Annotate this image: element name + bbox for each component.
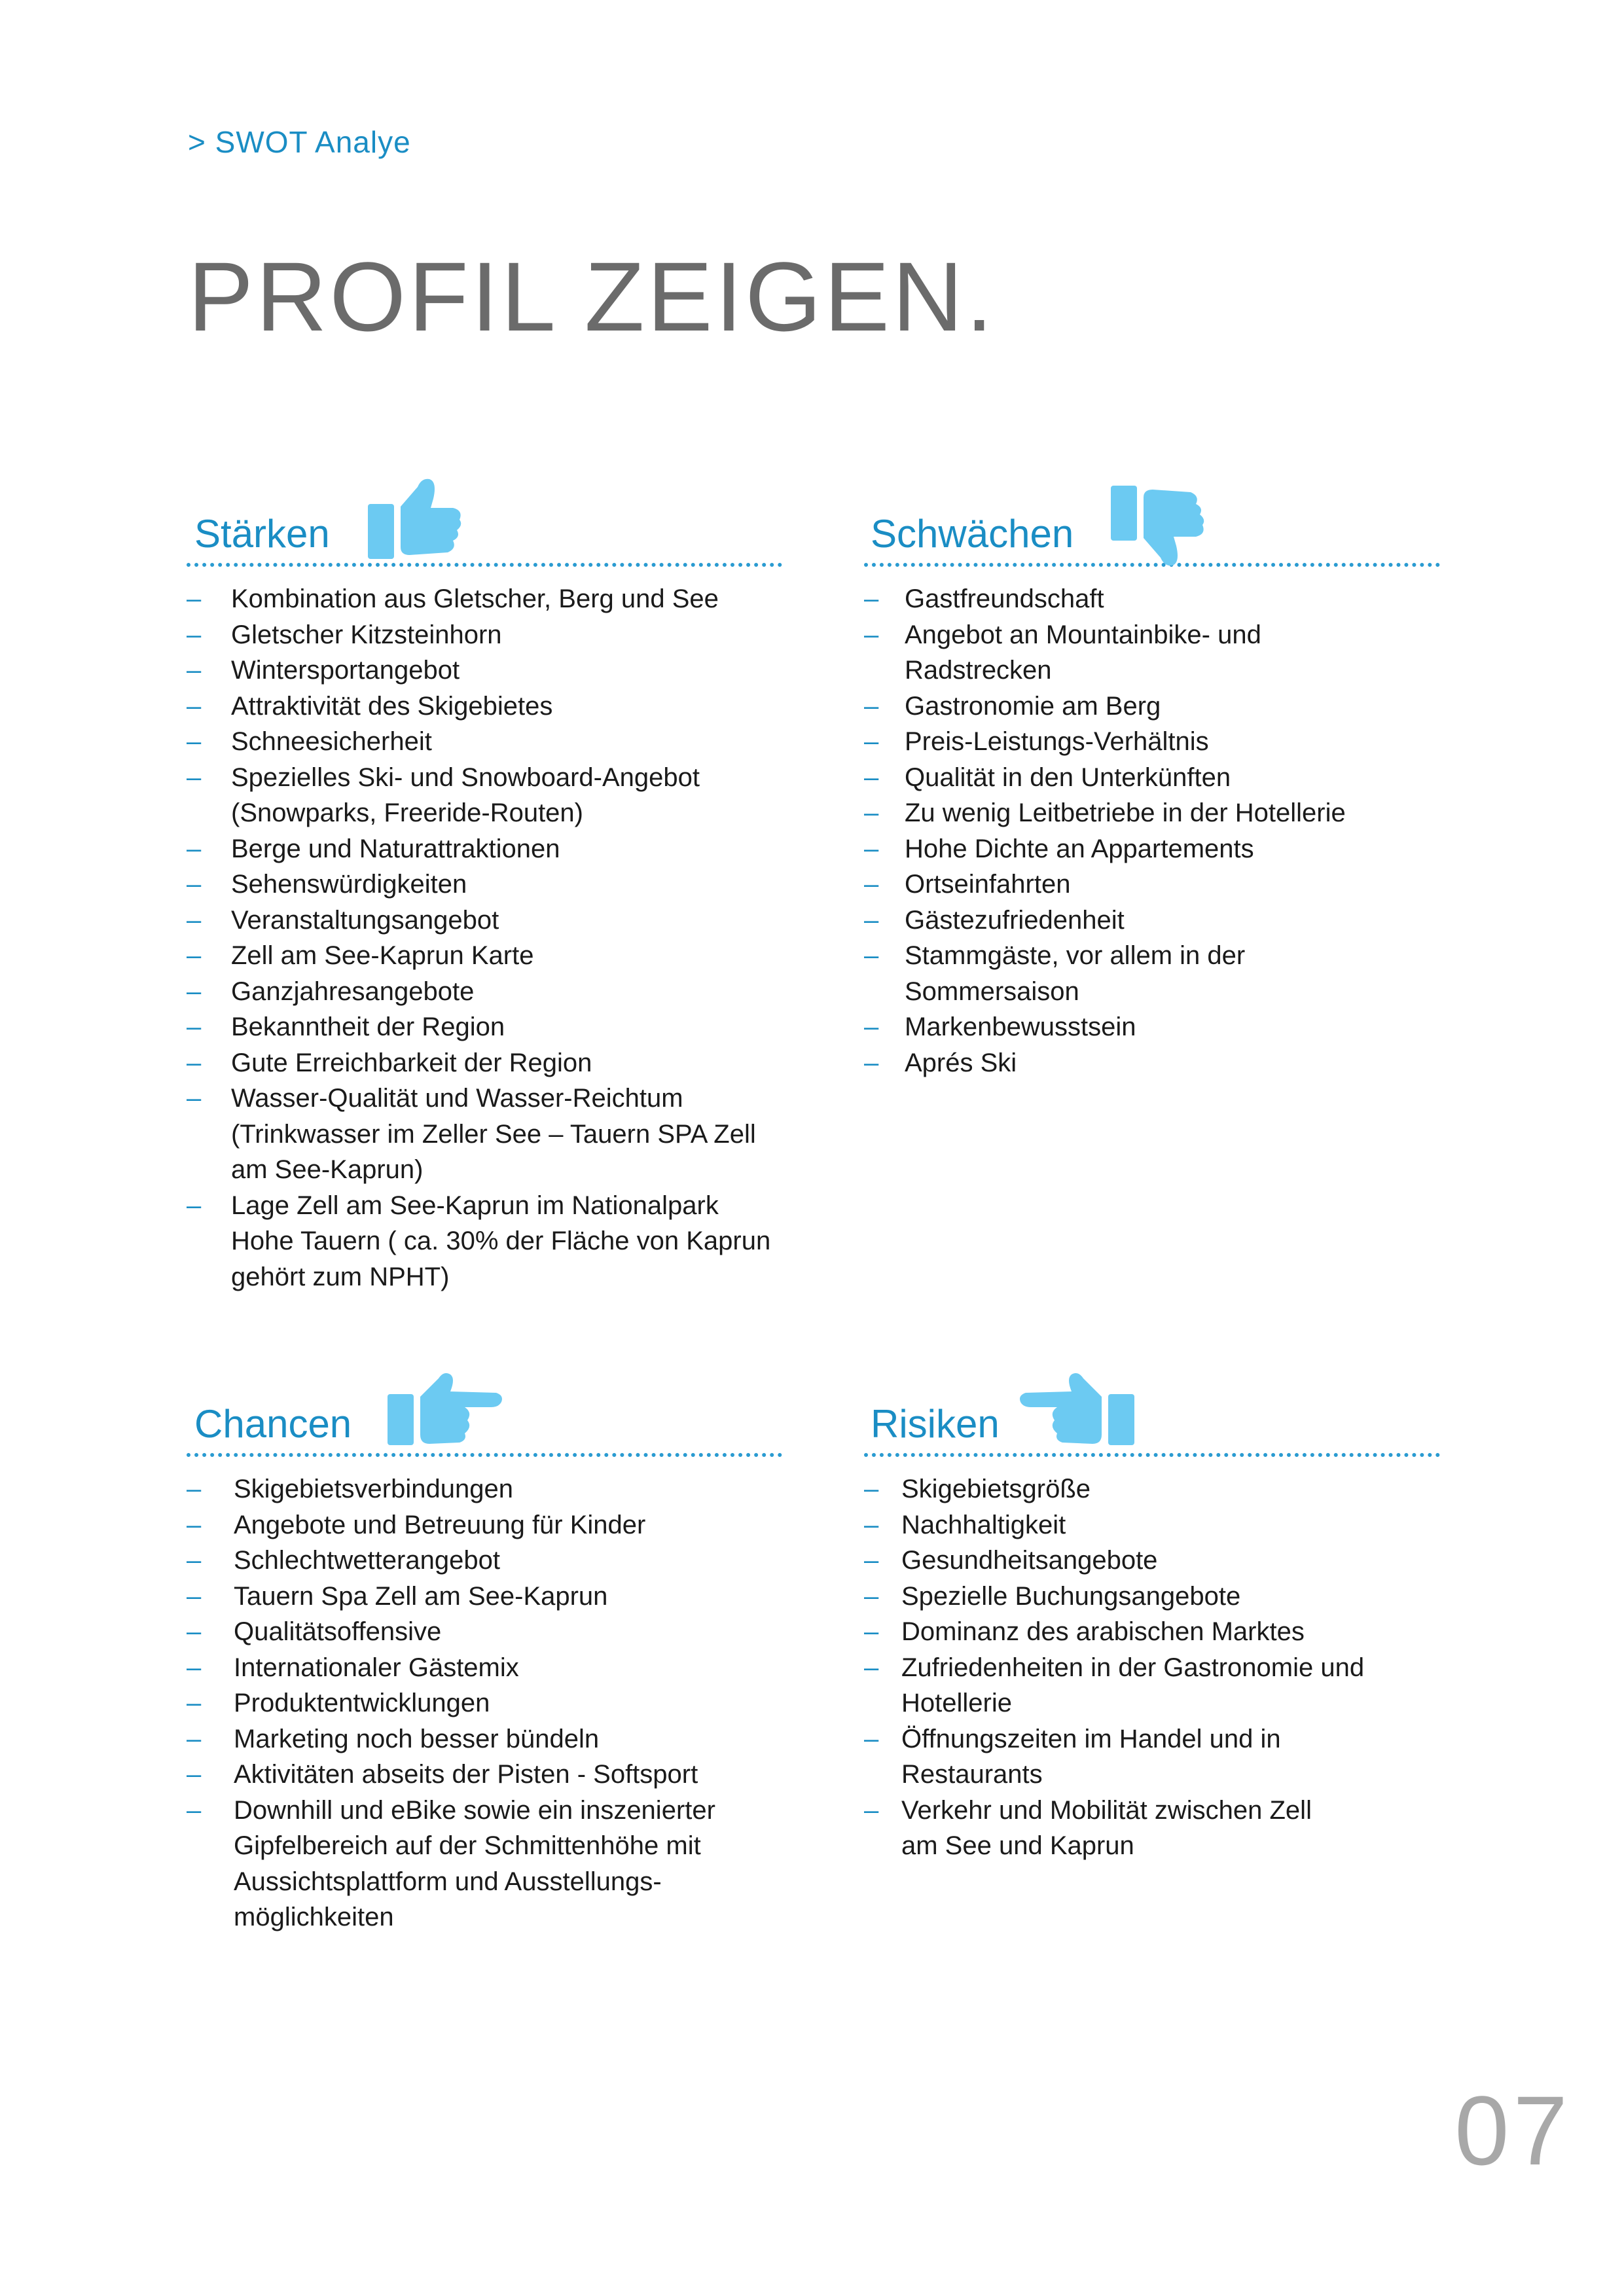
list-item: – Angebot an Mountainbike- und Radstrecken bbox=[864, 620, 1261, 685]
section-weaknesses bbox=[864, 471, 1440, 1081]
list-item: – Veranstaltungsangebot bbox=[187, 905, 499, 935]
list-item: – Hohe Dichte an Appartements bbox=[864, 834, 1254, 863]
list-item: – Wasser-Qualität und Wasser-Reichtum (Trinkwasser im Zeller See – Tauern SPA Zell am See-Kaprun) bbox=[187, 1084, 756, 1184]
list-item: – Bekanntheit der Region bbox=[187, 1013, 505, 1041]
thumbs-down-icon bbox=[1110, 483, 1208, 568]
list-strengths bbox=[187, 581, 782, 1295]
list-item: – Sehenswürdigkeiten bbox=[187, 870, 467, 899]
list-item: – Attraktivität des Skigebietes bbox=[187, 691, 553, 721]
list-item: – Gletscher Kitzsteinhorn bbox=[187, 620, 502, 649]
divider-threats bbox=[864, 1453, 1440, 1457]
list-item: – Gästezufriedenheit bbox=[864, 905, 1125, 935]
divider-opportunities bbox=[187, 1453, 782, 1457]
list-item: – Gute Erreichbarkeit der Region bbox=[187, 1048, 592, 1077]
section-threats bbox=[864, 1361, 1440, 1864]
list-item: – Wintersportangebot bbox=[187, 656, 460, 685]
section-title-threats: Risiken bbox=[871, 1402, 1000, 1446]
list-item: – Spezielle Buchungsangebote bbox=[864, 1581, 1241, 1611]
list-item: – Schlechtwetterangebot bbox=[187, 1546, 500, 1575]
list-item: – Gesundheitsangebote bbox=[864, 1546, 1158, 1575]
list-item: – Zell am See-Kaprun Karte bbox=[187, 941, 534, 970]
list-item: – Zu wenig Leitbetriebe in der Hotellerie bbox=[864, 798, 1346, 827]
list-weaknesses bbox=[864, 581, 1440, 1081]
list-item: – Gastfreundschaft bbox=[864, 584, 1104, 613]
list-item: – Skigebietsgröße bbox=[864, 1475, 1091, 1503]
list-item: – Öffnungszeiten im Handel und in Restaurants bbox=[864, 1724, 1281, 1789]
list-item: – Downhill und eBike sowie ein inszenierter Gipfelbereich auf der Schmittenhöhe mit Aussichtsplattform und Ausstellungs-möglichkeiten bbox=[187, 1795, 715, 1931]
list-item: – Tauern Spa Zell am See-Kaprun bbox=[187, 1581, 608, 1611]
list-item: – Ortseinfahrten bbox=[864, 870, 1071, 899]
list-item: – Aprés Ski bbox=[864, 1048, 1017, 1077]
section-title-strengths: Stärken bbox=[194, 512, 330, 556]
section-strengths bbox=[187, 471, 782, 1295]
section-title-opportunities: Chancen bbox=[194, 1402, 352, 1446]
list-item: – Gastronomie am Berg bbox=[864, 691, 1161, 721]
pointing-left-icon bbox=[1018, 1369, 1136, 1448]
thumbs-up-icon bbox=[367, 476, 465, 562]
breadcrumb: > SWOT Analye bbox=[188, 125, 411, 159]
list-item: – Markenbewusstsein bbox=[864, 1013, 1136, 1041]
list-item: – Schneesicherheit bbox=[187, 727, 432, 756]
divider-strengths bbox=[187, 563, 782, 567]
list-item: – Aktivitäten abseits der Pisten - Softsport bbox=[187, 1760, 698, 1789]
list-item: – Angebote und Betreuung für Kinder bbox=[187, 1510, 646, 1539]
list-item: – Marketing noch besser bündeln bbox=[187, 1724, 600, 1753]
list-item: – Produktentwicklungen bbox=[187, 1689, 490, 1717]
list-item: – Internationaler Gästemix bbox=[187, 1653, 519, 1682]
section-title-weaknesses: Schwächen bbox=[871, 512, 1074, 556]
list-item: – Stammgäste, vor allem in der Sommersaison bbox=[864, 941, 1246, 1006]
list-item: – Zufriedenheiten in der Gastronomie und Hotellerie bbox=[864, 1653, 1365, 1717]
list-item: – Lage Zell am See-Kaprun im Nationalpark Hohe Tauern ( ca. 30% der Fläche von Kaprun gehört zum NPHT) bbox=[187, 1191, 771, 1291]
list-item: – Kombination aus Gletscher, Berg und See bbox=[187, 584, 719, 613]
section-opportunities bbox=[187, 1361, 782, 1935]
list-opportunities bbox=[187, 1471, 782, 1935]
page-title: PROFIL ZEIGEN. bbox=[188, 242, 996, 351]
list-threats bbox=[864, 1471, 1440, 1864]
list-item: – Verkehr und Mobilität zwischen Zell am See und Kaprun bbox=[864, 1795, 1312, 1860]
list-item: – Spezielles Ski- und Snowboard-Angebot (Snowparks, Freeride-Routen) bbox=[187, 762, 700, 827]
page-number: 07 bbox=[1454, 2075, 1572, 2185]
list-item: – Preis-Leistungs-Verhältnis bbox=[864, 727, 1209, 756]
list-item: – Skigebietsverbindungen bbox=[187, 1475, 513, 1503]
list-item: – Dominanz des arabischen Marktes bbox=[864, 1617, 1305, 1646]
list-item: – Qualität in den Unterkünften bbox=[864, 762, 1231, 792]
list-item: – Ganzjahresangebote bbox=[187, 977, 475, 1006]
list-item: – Nachhaltigkeit bbox=[864, 1510, 1066, 1539]
list-item: – Qualitätsoffensive bbox=[187, 1617, 442, 1646]
pointing-right-icon bbox=[386, 1369, 504, 1448]
list-item: – Berge und Naturattraktionen bbox=[187, 834, 560, 863]
